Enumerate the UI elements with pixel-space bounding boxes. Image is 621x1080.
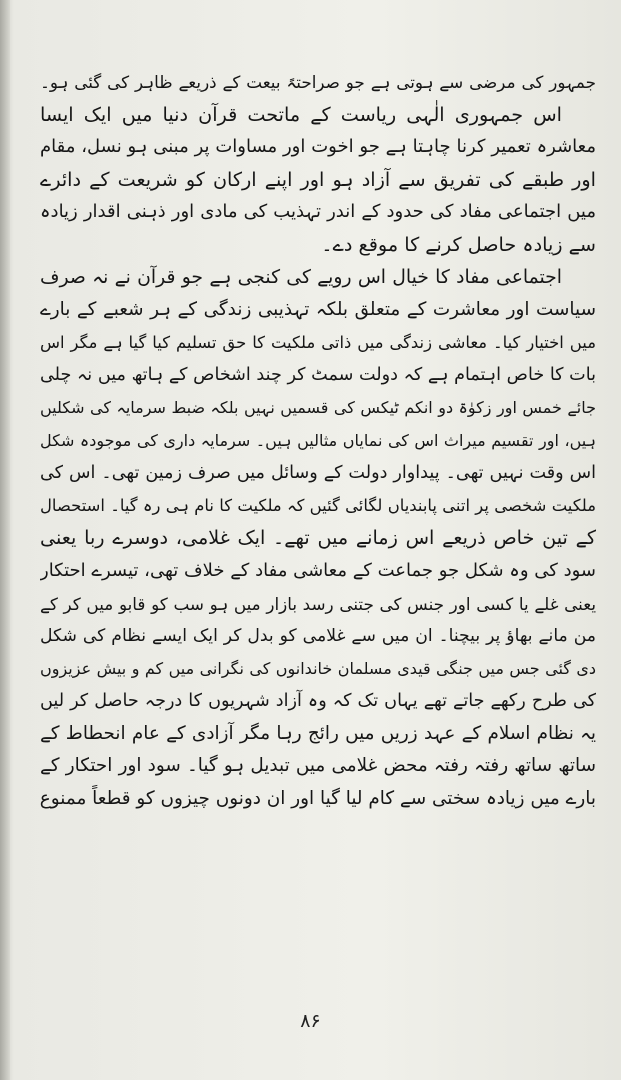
text-line: من مانے بھاؤ پر بیچنا۔ ان میں سے غلامی کو بدل کر ایک ایسے نظام کی شکل [40, 626, 596, 647]
text-line: اس وقت نہیں تھی۔ پیداوار دولت کے وسائل میں صرف زمین تھی۔ اس کی [40, 463, 596, 484]
text-line: ملکیت شخصی پر اتنی پابندیاں لگائی گئیں کہ ملکیت کا نام ہی رہ گیا۔ استحصال [40, 495, 596, 515]
text-line: بات کا خاص اہتمام ہے کہ دولت سمٹ کر چند اشخاص کے ہاتھ میں نہ چلی [40, 365, 596, 386]
text-line: سے زیادہ حاصل کرنے کا موقع دے۔ [321, 232, 596, 256]
text-line: ہیں، اور تقسیم میراث اس کی نمایاں مثالیں ہیں۔ سرمایہ داری کی موجودہ شکل [40, 430, 596, 450]
text-line: سود کی وہ شکل جو جماعت کے معاشی مفاد کے خلاف تھی، تیسرے احتکار [40, 559, 596, 581]
page-text-block [40, 66, 596, 816]
text-line: دی گئی جس میں جنگی قیدی مسلمان خاندانوں کی نگرانی میں کم و بیش عزیزوں [40, 658, 596, 678]
text-line: بارے میں زیادہ سختی سے کام لیا گیا اور ان دونوں چیزوں کو قطعاً ممنوع [40, 788, 596, 810]
text-line: معاشرہ تعمیر کرنا چاہتا ہے جو اخوت اور مساوات پر مبنی ہو نسل، مقام [40, 136, 596, 158]
page-number: ۸۶ [300, 1010, 321, 1032]
text-line: ساتھ ساتھ رفتہ رفتہ محض غلامی میں تبدیل ہو گیا۔ سود اور احتکار کے [40, 755, 596, 777]
text-line: کے تین خاص ذریعے اس زمانے میں تھے۔ ایک غلامی، دوسرے ربا یعنی [40, 526, 596, 550]
text-line: سیاست اور معاشرت کے متعلق بلکہ تہذیبی زندگی کے ہر شعبے کے بارے [40, 299, 596, 321]
text-line: یہ نظام اسلام کے عہد زریں میں رائج رہا مگر آزادی کے عام انحطاط کے [40, 722, 596, 744]
text-line: میں اختیار کیا۔ معاشی زندگی میں ذاتی ملکیت کا حق تسلیم کیا گیا ہے مگر اس [40, 332, 596, 352]
text-line: جمہور کی مرضی سے ہوتی ہے جو صراحتہً بیعت کے ذریعے ظاہر کی گئی ہو۔ [40, 72, 596, 92]
text-line: یعنی غلے یا کسی اور جنس کی جتنی رسد بازار میں ہو سب کو قابو میں کر کے [40, 593, 596, 614]
text-line: جائے خمس اور زکوٰۃ دو انکم ٹیکس کی قسمیں نہیں بلکہ ضبط سرمایہ کی شکلیں [40, 397, 596, 417]
text-line: کی طرح رکھے جاتے تھے یہاں تک کہ وہ آزاد شہریوں کا درجہ حاصل کر لیں [40, 691, 596, 712]
text-line: میں اجتماعی مفاد کی حدود کے اندر تہذیب کی مادی اور ذہنی اقدار زیادہ [40, 201, 596, 223]
text-line: اور طبقے کی تفریق سے آزاد ہو اور اپنے ارکان کو شریعت کے دائرے [40, 167, 596, 191]
page-binding-edge [0, 0, 10, 1080]
text-line: اجتماعی مفاد کا خیال اس رویے کی کنجی ہے جو قرآن نے نہ صرف [40, 266, 562, 288]
text-line: اس جمہوری الٰہی ریاست کے ماتحت قرآن دنیا میں ایک ایسا [40, 102, 562, 126]
